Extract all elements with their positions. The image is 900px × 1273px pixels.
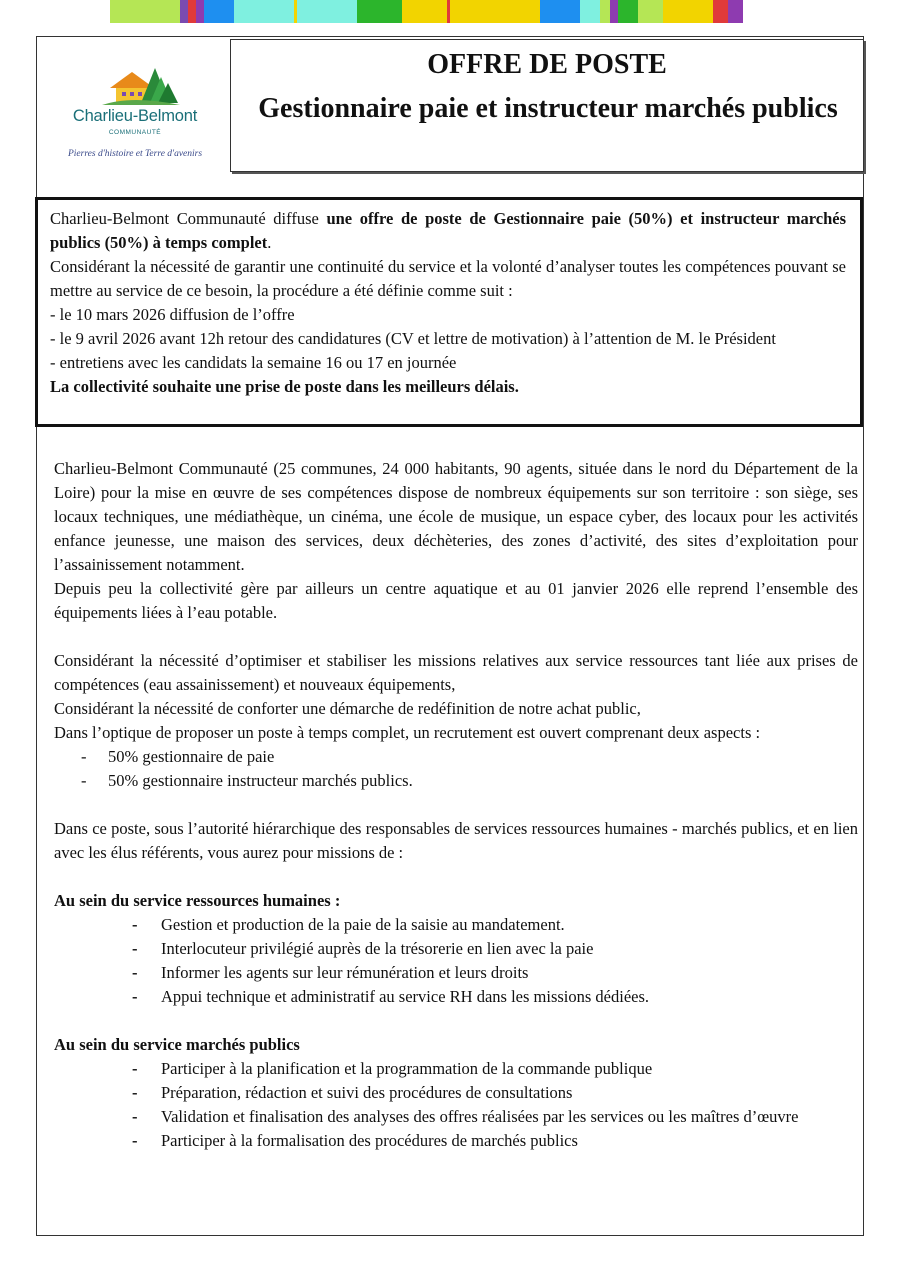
rh-missions-list: [54, 913, 858, 1009]
color-bar-segment: [180, 0, 188, 23]
mp-missions-list: [54, 1057, 858, 1153]
color-bar-segment: [188, 0, 196, 23]
paragraph-aspects-intro: Dans l’optique de proposer un poste à temps complet, un recrutement est ouvert comprenant deux aspects :: [54, 723, 761, 742]
list-item: - Appui technique et administratif au service RH dans les missions dédiées.: [54, 985, 858, 1009]
color-bar-segment: [638, 0, 663, 23]
intro-procedure: Considérant la nécessité de garantir une continuité du service et la volonté d’analyser toutes les compétences pouvant se mettre au service de ce besoin, la procédure a été définie comme suit :: [50, 257, 846, 300]
list-item: - 50% gestionnaire de paie: [54, 745, 858, 769]
color-bar-segment: [580, 0, 600, 23]
intro-text: Charlieu-Belmont Communauté diffuse: [50, 209, 327, 228]
color-bar-segment: [264, 0, 294, 23]
intro-box: [35, 197, 863, 427]
logo-subtitle: COMMUNAUTÉ: [108, 129, 162, 136]
decorative-color-bar: [110, 0, 795, 23]
color-bar-segment: [663, 0, 713, 23]
section-heading-rh: Au sein du service ressources humaines :: [54, 891, 341, 910]
list-item: - Validation et finalisation des analyses des offres réalisées par les services ou les maîtres d’œuvre: [54, 1105, 858, 1129]
logo-name: Charlieu-Belmont: [72, 107, 198, 125]
color-bar-segment: [196, 0, 204, 23]
procedure-step-3: - entretiens avec les candidats la semaine 16 ou 17 en journée: [50, 353, 457, 372]
logo-trees-icon: [40, 45, 225, 105]
color-bar-segment: [357, 0, 402, 23]
color-bar-segment: [540, 0, 580, 23]
intro-period: .: [267, 233, 272, 252]
job-title: Gestionnaire paie et instructeur marchés publics: [258, 93, 838, 124]
list-item: - Interlocuteur privilégié auprès de la trésorerie en lien avec la paie: [54, 937, 858, 961]
list-item: - Gestion et production de la paie de la saisie au mandatement.: [54, 913, 858, 937]
color-bar-segment: [297, 0, 327, 23]
title-box: [230, 39, 864, 172]
procedure-step-1: - le 10 mars 2026 diffusion de l’offre: [50, 305, 295, 324]
list-item: - Participer à la formalisation des procédures de marchés publics: [54, 1129, 858, 1153]
intro-offer: une offre de poste de Gestionnaire paie (50%) et instructeur marchés publics (50%) à temps complet: [50, 209, 846, 252]
color-bar-segment: [713, 0, 728, 23]
logo: [40, 45, 225, 180]
paragraph-missions-intro: Dans ce poste, sous l’autorité hiérarchique des responsables de services ressources humaines - marchés publics, et en lien avec les élus référents, vous aurez pour missions de :: [54, 819, 858, 862]
list-item: - Informer les agents sur leur rémunération et leurs droits: [54, 961, 858, 985]
aspects-list: [54, 745, 858, 793]
paragraph-presentation: Charlieu-Belmont Communauté (25 communes, 24 000 habitants, 90 agents, située dans le nord du Département de la Loire) pour la mise en œuvre de ses compétences dispose de nombreux équipements sur son territoire : son siège, ses locaux techniques, une médiathèque, un cinéma, une école de musique, un espace cyber, des locaux pour les activités enfance jeunesse, une maison des services, deux déchèteries, des zones d’activité, des sites d’exploitation pour l’assainissement notamment.: [54, 459, 858, 574]
color-bar-segment: [135, 0, 160, 23]
page-title: OFFRE DE POSTE: [427, 49, 667, 80]
procedure-step-2: - le 9 avril 2026 avant 12h retour des candidatures (CV et lettre de motivation) à l’attention de M. le Président: [50, 329, 776, 348]
list-item: - Participer à la planification et la programmation de la commande publique: [54, 1057, 858, 1081]
color-bar-segment: [234, 0, 264, 23]
paragraph-aquatic: Depuis peu la collectivité gère par ailleurs un centre aquatique et au 01 janvier 2026 elle reprend l’ensemble des équipements liées à l’eau potable.: [54, 579, 858, 622]
color-bar-segment: [450, 0, 495, 23]
color-bar-segment: [204, 0, 234, 23]
color-bar-segment: [728, 0, 743, 23]
color-bar-segment: [618, 0, 638, 23]
color-bar-segment: [160, 0, 180, 23]
paragraph-considering-1: Considérant la nécessité d’optimiser et stabiliser les missions relatives aux service ressources tant liée aux prises de compétences (eau assainissement) et nouveaux équipements,: [54, 651, 858, 694]
main-content: [54, 457, 858, 1153]
list-item: - 50% gestionnaire instructeur marchés publics.: [54, 769, 858, 793]
color-bar-segment: [110, 0, 135, 23]
intro-closing: La collectivité souhaite une prise de poste dans les meilleurs délais.: [50, 377, 519, 396]
color-bar-segment: [600, 0, 610, 23]
color-bar-segment: [402, 0, 447, 23]
logo-tagline: Pierres d'histoire et Terre d'avenirs: [67, 149, 203, 159]
color-bar-segment: [610, 0, 618, 23]
color-bar-segment: [327, 0, 357, 23]
paragraph-considering-2: Considérant la nécessité de conforter une démarche de redéfinition de notre achat public,: [54, 699, 641, 718]
intro-paragraph: [50, 207, 846, 255]
list-item: - Préparation, rédaction et suivi des procédures de consultations: [54, 1081, 858, 1105]
section-heading-marches: Au sein du service marchés publics: [54, 1035, 300, 1054]
color-bar-segment: [495, 0, 540, 23]
